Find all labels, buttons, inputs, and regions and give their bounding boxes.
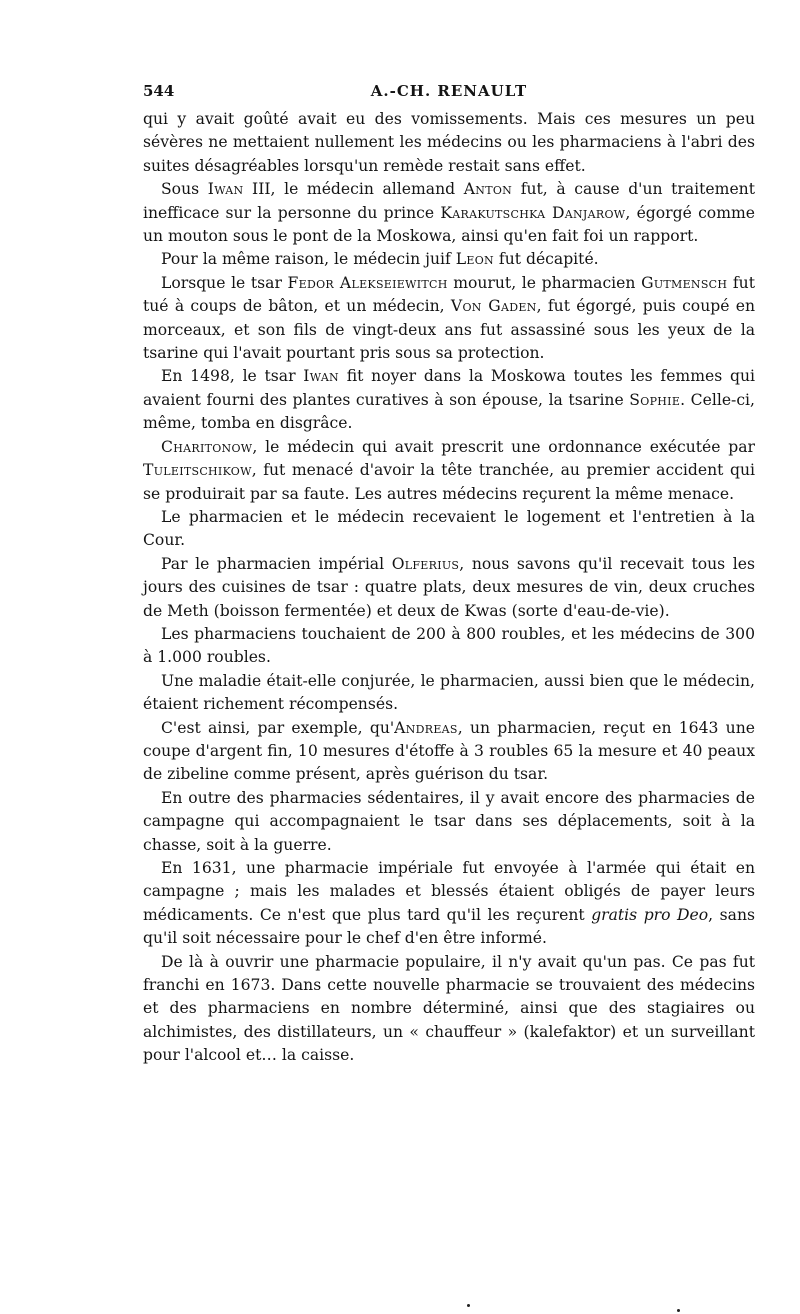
text-run: , le médecin qui avait prescrit une ordonnance exécutée par (252, 437, 755, 456)
text-run: Pour la même raison, le médecin juif (161, 250, 456, 269)
person-name: Iwan (303, 367, 339, 386)
paragraph (143, 787, 755, 857)
text-run: , sans qu'il soit nécessaire pour le chef d'en être informé. (143, 905, 755, 948)
paragraph (143, 365, 755, 435)
person-name: Von Gaden (450, 297, 537, 316)
text-run: Les pharmaciens touchaient de 200 à 800 roubles, et les médecins de 300 à 1.000 roubles. (143, 624, 755, 667)
person-name: Gutmensch (641, 273, 728, 292)
text-run: , égorgé comme un mouton sous le pont de la Moskowa, ainsi qu'en fait foi un rapport. (143, 203, 755, 246)
text-run: Lorsque le tsar (161, 273, 288, 292)
text-run: fut, à cause d'un traitement inefficace sur la personne du prince (143, 180, 755, 222)
text-run: fut tué à coups de bâton, et un médecin, (143, 273, 755, 316)
text-run: , fut égorgé, puis coupé en morceaux, et son fils de vingt-deux ans fut assassiné sous les yeux de la tsarine qui l'avait pourtant pris sous sa protection. (143, 297, 755, 363)
person-name: Sophie (629, 390, 681, 409)
text-run: En outre des pharmacies sédentaires, il y avait encore des pharmacies de campagne qui accompagnaient le tsar dans ses déplacements, soit à la chasse, soit à la guerre. (143, 788, 755, 854)
text-run: III, le médecin allemand (243, 180, 464, 199)
paragraph (143, 670, 755, 717)
paragraph (143, 506, 755, 553)
running-head (143, 82, 755, 108)
italic-phrase: gratis pro Deo (591, 905, 709, 924)
running-head-author: A.-CH. RENAULT (370, 82, 528, 100)
paragraph (143, 178, 755, 248)
text-run: , un pharmacien, reçut en 1643 une coupe d'argent fin, 10 mesures d'étoffe à 3 roubles 65 la mesure et 40 peaux de zibeline comme présent, après guérison du tsar. (143, 718, 755, 784)
body-text (143, 108, 755, 1068)
print-speck (467, 1304, 470, 1307)
text-run: fut décapité. (493, 250, 599, 269)
person-name: Anton (463, 180, 513, 199)
paragraph (143, 857, 755, 951)
person-name: Fedor Alekseiewitch (287, 273, 448, 292)
paragraph (143, 272, 755, 366)
text-run: qui y avait goûté avait eu des vomissements. Mais ces mesures un peu sévères ne mettaient nullement les médecins ou les pharmaciens à l'abri des suites désagréables lorsqu'un remède restait sans effet. (143, 110, 755, 175)
text-run: mourut, le pharmacien (447, 273, 642, 292)
paragraph (143, 717, 755, 787)
person-name: Tuleitschikow (143, 461, 252, 480)
text-run: Une maladie était-elle conjurée, le pharmacien, aussi bien que le médecin, étaient richement récompensés. (143, 671, 755, 714)
person-name: Iwan (207, 180, 244, 199)
text-run: En 1631, une pharmacie impériale fut envoyée à l'armée qui était en campagne ; mais les malades et blessés étaient obligés de payer leurs médicaments. Ce n'est que plus tard qu'il les reçurent (143, 859, 755, 924)
text-run: fit noyer dans la Moskowa toutes les femmes qui avaient fourni des plantes curatives à son épouse, la tsarine (143, 367, 755, 409)
person-name: Charitonow (161, 437, 253, 456)
text-run: , nous savons qu'il recevait tous les jours des cuisines de tsar : quatre plats, deux mesures de vin, deux cruches de Meth (boisson fermentée) et deux de Kwas (sorte d'eau-de-vie). (143, 554, 755, 620)
person-name: Olferius (391, 554, 460, 573)
page-number: 544 (143, 82, 175, 100)
text-run: De là à ouvrir une pharmacie populaire, il n'y avait qu'un pas. Ce pas fut franchi en 1673. Dans cette nouvelle pharmacie se trouvaient des médecins et des pharmaciens en nombre déterminé, ainsi que des stagiaires ou alchimistes, des distillateurs, un « chauffeur » (kalefaktor) et un surveillant pour l'alcool et… la caisse. (143, 952, 755, 1065)
text-run: , fut menacé d'avoir la tête tranchée, au premier accident qui se produirait par sa faute. Les autres médecins reçurent la même menace. (143, 461, 755, 503)
person-name: Andreas (394, 718, 458, 737)
paragraph (143, 108, 755, 178)
text-run: Par le pharmacien impérial (161, 554, 392, 573)
paragraph (143, 951, 755, 1068)
person-name: Leon (455, 250, 494, 269)
text-run: En 1498, le tsar (161, 367, 304, 386)
text-run: C'est ainsi, par exemple, qu' (161, 718, 395, 737)
paragraph (143, 553, 755, 623)
text-run: . Celle-ci, même, tomba en disgrâce. (143, 390, 755, 433)
book-page (143, 82, 755, 1068)
paragraph (143, 248, 755, 271)
text-run: Sous (161, 180, 208, 199)
text-run: Le pharmacien et le médecin recevaient le logement et l'entretien à la Cour. (143, 507, 755, 550)
paragraph (143, 623, 755, 670)
print-speck (677, 1309, 680, 1312)
paragraph (143, 436, 755, 506)
person-name: Karakutschka Danjarow (440, 203, 626, 222)
